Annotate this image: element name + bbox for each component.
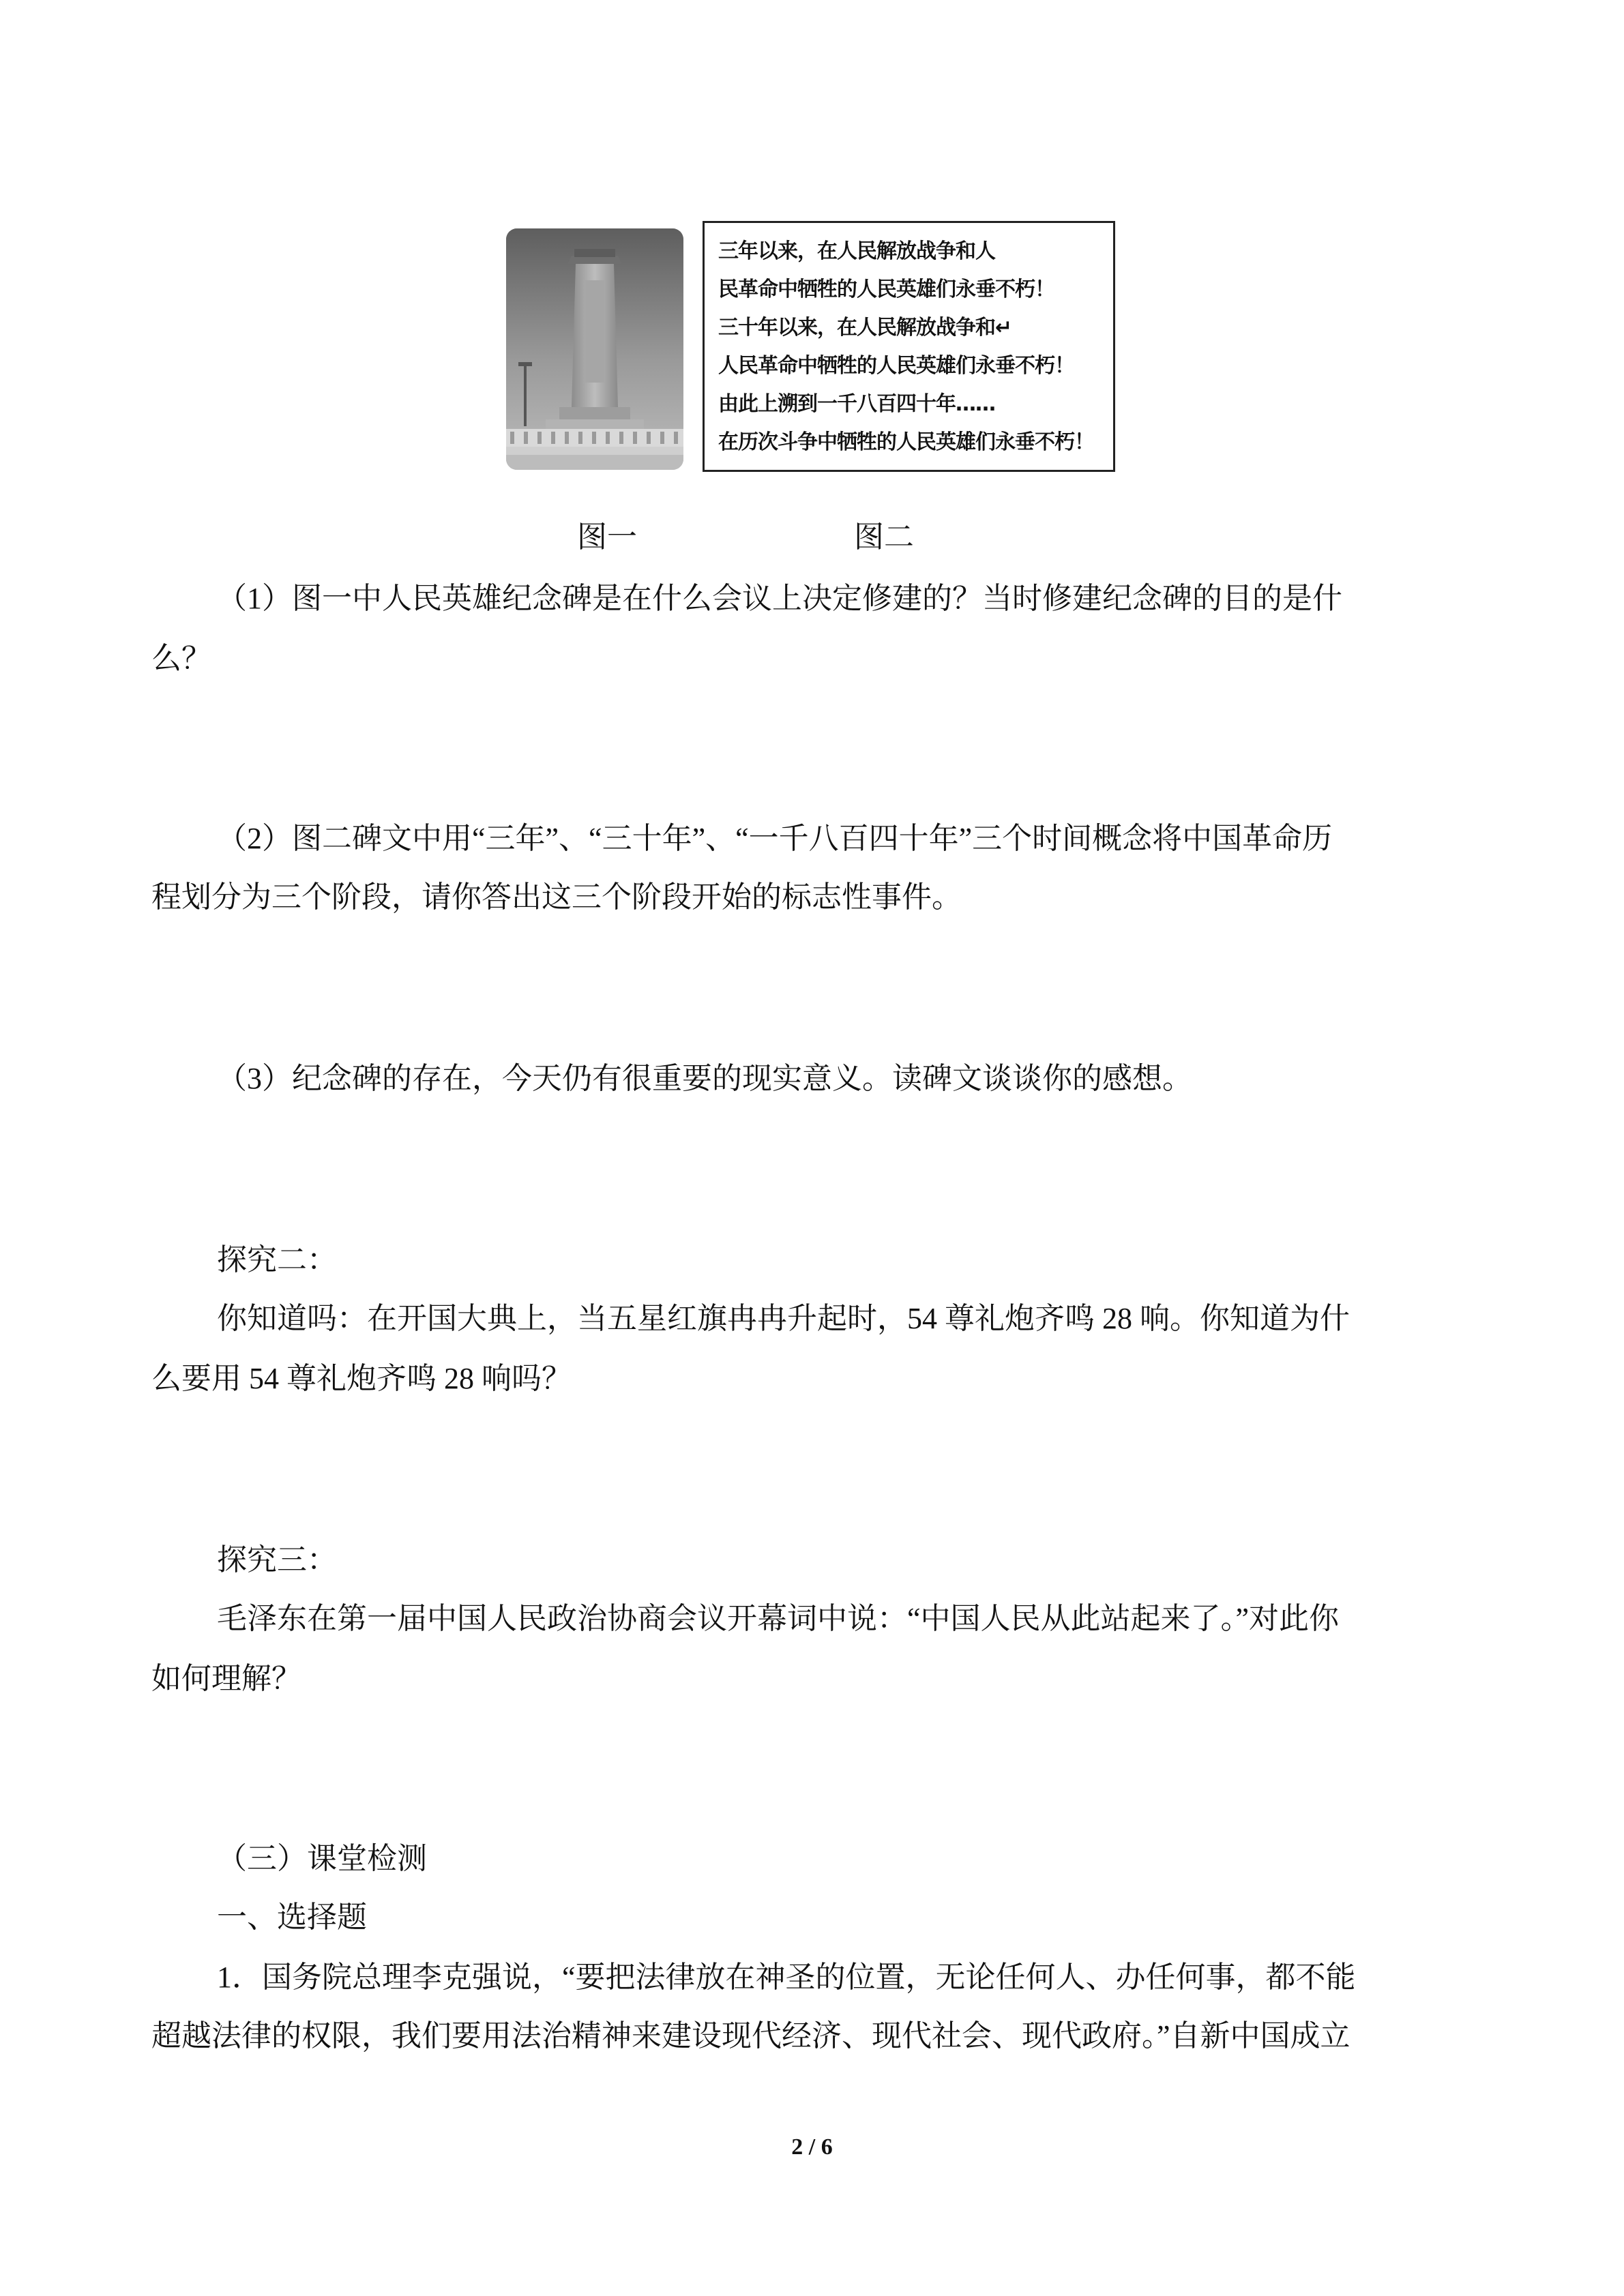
section-subtitle: 一、选择题 — [217, 1900, 367, 1934]
section-title: （三）课堂检测 — [217, 1842, 427, 1875]
monument-icon — [506, 228, 683, 470]
monument-photo — [506, 228, 683, 470]
question-item-line: 1．国务院总理李克强说，“要把法律放在神圣的位置，无论任何人、办任何事，都不能 — [217, 1960, 1356, 1994]
figure-1-caption: 图一 — [577, 520, 637, 554]
question-1-line: 么？ — [151, 642, 211, 675]
inscription-line: 由此上溯到一千八百四十年…… — [718, 392, 995, 416]
inscription-line: 三年以来，在人民解放战争和人 — [718, 239, 995, 263]
inscription-box — [703, 221, 1115, 472]
question-1-line: （1）图一中人民英雄纪念碑是在什么会议上决定修建的？当时修建纪念碑的目的是什 — [217, 582, 1342, 615]
explore-2-line: 你知道吗：在开国大典上，当五星红旗冉冉升起时，54 尊礼炮齐鸣 28 响。你知道为什 — [217, 1302, 1350, 1335]
explore-2-title: 探究二： — [217, 1243, 337, 1277]
inscription-line: 在历次斗争中牺牲的人民英雄们永垂不朽！ — [718, 430, 1094, 454]
page-number: 2 / 6 — [791, 2134, 833, 2160]
explore-3-line: 毛泽东在第一届中国人民政治协商会议开幕词中说：“中国人民从此站起来了。”对此你 — [217, 1602, 1340, 1635]
question-3-line: （3）纪念碑的存在，今天仍有很重要的现实意义。读碑文谈谈你的感想。 — [217, 1062, 1192, 1095]
inscription-line: 人民革命中牺牲的人民英雄们永垂不朽！ — [718, 354, 1074, 378]
inscription-line: 民革命中牺牲的人民英雄们永垂不朽！ — [718, 278, 1054, 301]
inscription-line: 三十年以来，在人民解放战争和↵ — [718, 316, 1012, 340]
question-item-line: 超越法律的权限，我们要用法治精神来建设现代经济、现代社会、现代政府。”自新中国成立 — [151, 2019, 1350, 2053]
explore-2-line: 么要用 54 尊礼炮齐鸣 28 响吗？ — [151, 1362, 572, 1395]
question-2-line: （2）图二碑文中用“三年”、“三十年”、“一千八百四十年”三个时间概念将中国革命历 — [217, 822, 1333, 855]
question-2-line: 程划分为三个阶段，请你答出这三个阶段开始的标志性事件。 — [151, 880, 962, 914]
figure-2-caption: 图二 — [854, 520, 914, 554]
explore-3-line: 如何理解？ — [151, 1662, 301, 1695]
explore-3-title: 探究三： — [217, 1543, 337, 1577]
